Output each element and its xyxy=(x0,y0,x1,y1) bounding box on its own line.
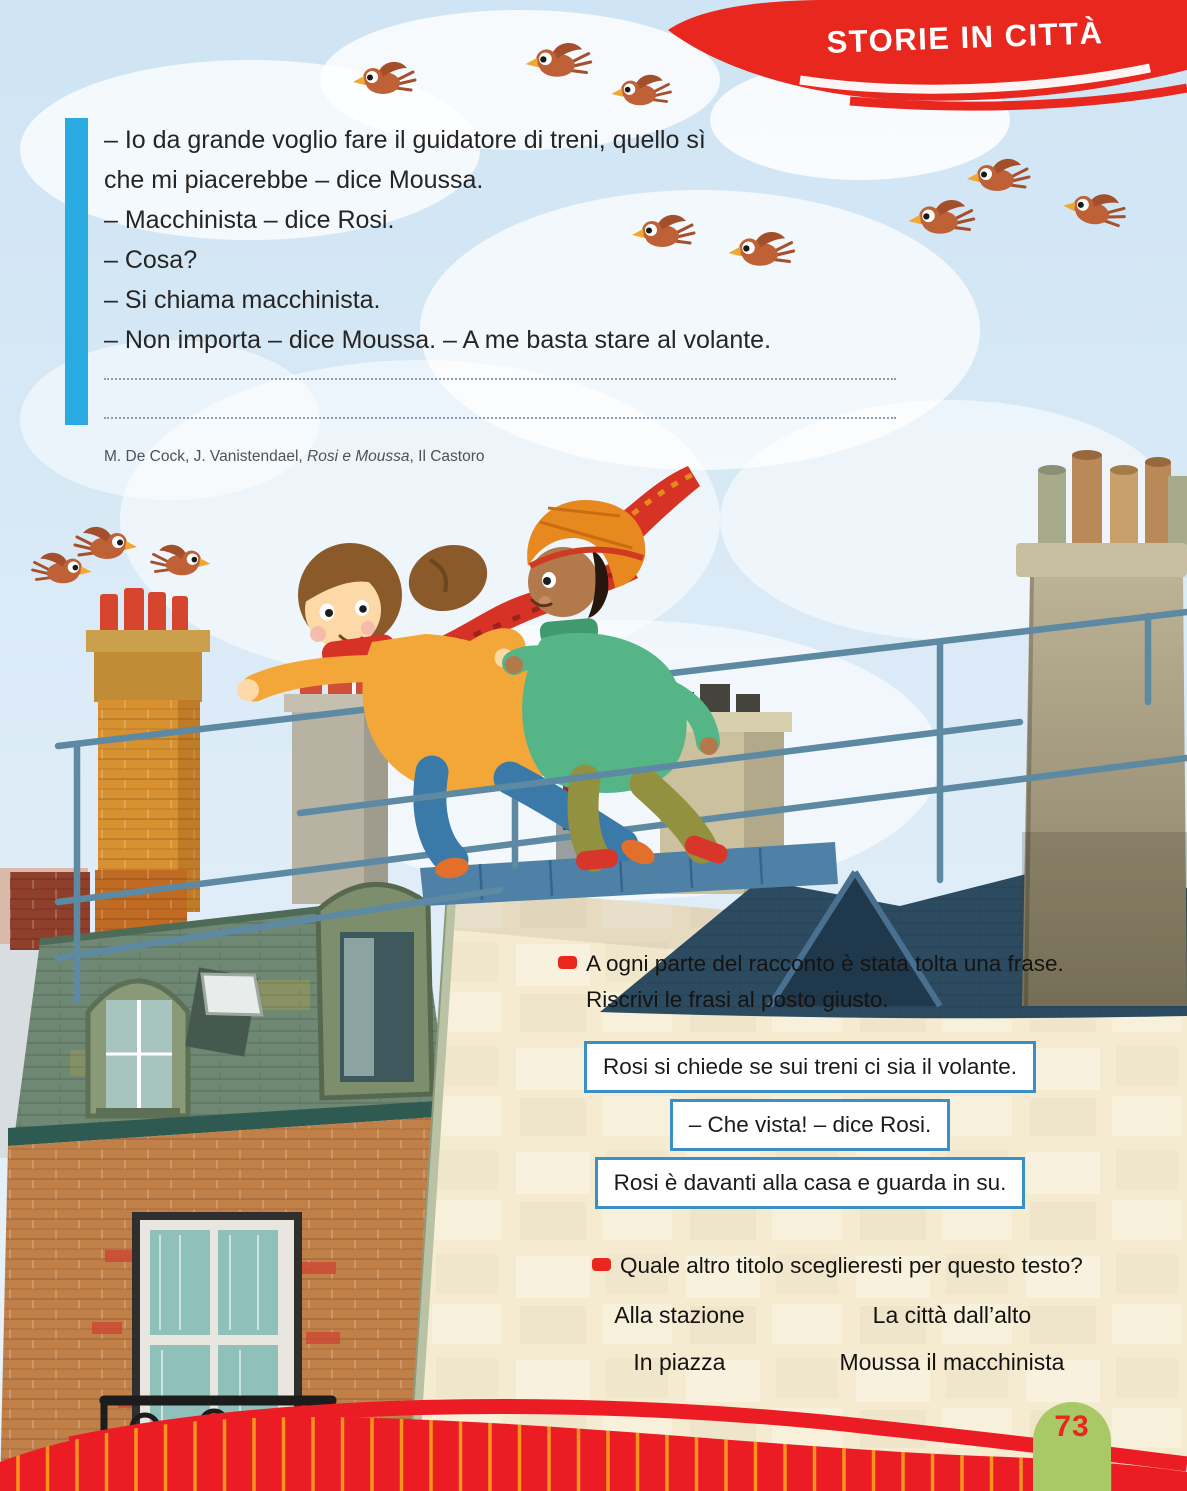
source-publisher: , Il Castoro xyxy=(409,448,485,465)
title-options xyxy=(565,1302,1110,1376)
dormer-window-left xyxy=(88,981,188,1118)
left-building xyxy=(0,870,452,1491)
source-attribution xyxy=(104,448,485,466)
brick-chimney xyxy=(86,588,210,912)
exercise-1-prompt: A ogni parte del racconto è stata tolta una frase. Riscrivi le frasi al posto giusto. xyxy=(586,951,1064,1012)
page-number-tab xyxy=(1033,1402,1111,1491)
section-badge: STORIE IN CITTÀ xyxy=(826,15,1104,60)
exercise-1 xyxy=(558,946,1158,1018)
story-line: – Si chiama macchinista. xyxy=(104,286,381,314)
story-excerpt xyxy=(104,120,934,360)
exercise-2 xyxy=(592,1248,1172,1284)
exercise-2-prompt: Quale altro titolo sceglieresti per questo testo? xyxy=(620,1253,1083,1278)
answer-write-line-1[interactable] xyxy=(104,354,896,380)
sentence-box-1[interactable]: Rosi si chiede se sui treni ci sia il volante. xyxy=(584,1041,1036,1093)
title-option-4[interactable]: Moussa il macchinista xyxy=(839,1349,1065,1375)
page-number: 73 xyxy=(1054,1410,1090,1443)
sentence-boxes xyxy=(470,1041,1150,1209)
sentence-box-3[interactable]: Rosi è davanti alla casa e guarda in su. xyxy=(595,1157,1026,1209)
story-line: – Macchinista – dice Rosi. xyxy=(104,206,395,234)
source-title: Rosi e Moussa xyxy=(307,448,410,465)
sentence-box-2[interactable]: – Che vista! – dice Rosi. xyxy=(670,1099,951,1151)
stone-chimney xyxy=(1016,450,1187,1006)
answer-write-line-2[interactable] xyxy=(104,393,896,419)
source-authors: M. De Cock, J. Vanistendael, xyxy=(104,448,308,465)
story-line: – Cosa? xyxy=(104,246,198,274)
story-line: che mi piacerebbe – dice Moussa. xyxy=(104,166,484,194)
story-line: – Io da grande voglio fare il guidatore di treni, quello sì xyxy=(104,126,706,154)
title-option-1[interactable]: Alla stazione xyxy=(614,1302,745,1328)
title-option-3[interactable]: In piazza xyxy=(633,1349,726,1375)
quote-accent-bar xyxy=(65,118,88,425)
red-bullet-icon xyxy=(592,1258,611,1271)
title-option-2[interactable]: La città dall’alto xyxy=(872,1302,1032,1328)
red-bullet-icon xyxy=(558,956,577,969)
story-line: – Non importa – dice Moussa. – A me basta stare al volante. xyxy=(104,326,772,354)
